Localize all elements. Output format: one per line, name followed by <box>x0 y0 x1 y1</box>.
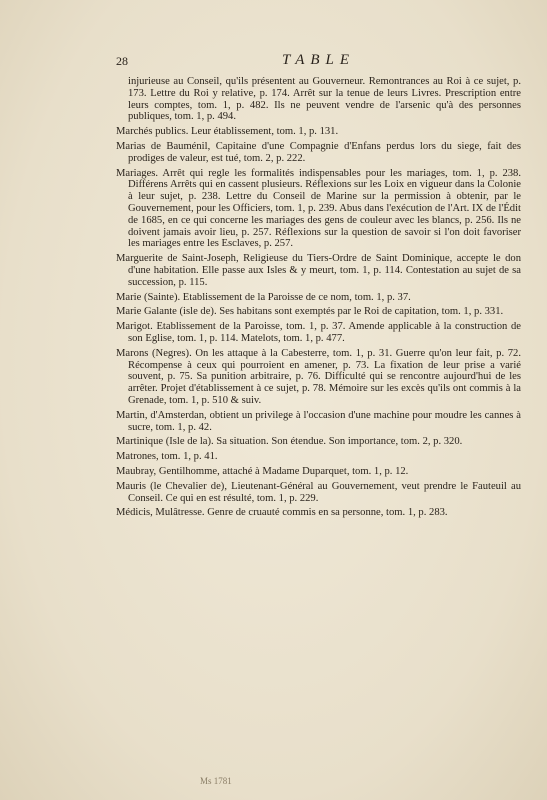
index-entry: Marias de Bauménil, Capitaine d'une Compagnie d'Enfans perdus lors du siege, fait des prodiges de valeur, est tué, tom. 2, p. 222. <box>116 140 521 164</box>
page-number: 28 <box>116 54 128 68</box>
footer-mark: Ms 1781 <box>200 776 232 786</box>
index-entry: Médicis, Mulâtresse. Genre de cruauté commis en sa personne, tom. 1, p. 283. <box>116 507 448 519</box>
index-entry: Matrones, tom. 1, p. 41. <box>116 451 218 463</box>
index-entry: Marie (Sainte). Etablissement de la Paroisse de ce nom, tom. 1, p. 37. <box>116 291 411 303</box>
index-entry: Marie Galante (isle de). Ses habitans sont exemptés par le Roi de capitation, tom. 1, p. 331. <box>116 306 504 318</box>
index-entry: Marigot. Etablissement de la Paroisse, tom. 1, p. 37. Amende applicable à la construction de son Eglise, tom. 1, p. 114. Matelots, tom. 1, p. 477. <box>116 321 521 344</box>
index-body <box>116 76 521 522</box>
index-entry: Martinique (Isle de la). Sa situation. Son étendue. Son importance, tom. 2, p. 320. <box>116 436 463 448</box>
index-entry: Martin, d'Amsterdan, obtient un privilege à l'occasion d'une machine pour moudre les cannes à sucre, tom. 1, p. 42. <box>116 409 521 433</box>
index-entry: Mauris (le Chevalier de), Lieutenant-Général au Gouvernement, veut prendre le Fauteuil au Conseil. Ce qui en est résulté, tom. 1, p. 229. <box>116 480 521 504</box>
index-entry: Maubray, Gentilhomme, attaché à Madame Duparquet, tom. 1, p. 12. <box>116 465 409 477</box>
index-entry: Marchés publics. Leur établissement, tom. 1, p. 131. <box>116 126 339 138</box>
index-entry: Marons (Negres). On les attaque à la Cabesterre, tom. 1, p. 31. Guerre qu'on leur fait, p. 72. Récompense à ceux qui pourroient en amener, p. 73. La fixation de leur prise a varié souvent, p. 75. Sa punition arbitraire, p. 76. Difficulté qui se rencontre aujourd'hui de les arrêter. Projet d'établissement à ce sujet, p. 78. Mémoire sur les excès qu'ils ont commis à la Grenade, tom. 1, p. 510 & suiv. <box>116 347 521 406</box>
running-title: TABLE <box>281 52 356 68</box>
page-header <box>116 54 521 74</box>
index-entry: Marguerite de Saint-Joseph, Religieuse du Tiers-Ordre de Saint Dominique, accepte le don d'une habitation. Elle passe aux Isles & y meurt, tom. 1, p. 114. Contestation au sujet de sa succession, p. 115. <box>116 253 521 288</box>
index-entry: injurieuse au Conseil, qu'ils présentent au Gouverneur. Remontrances au Roi à ce sujet, p. 173. Lettre du Roi y relative, p. 174. Arrêt sur la tenue de leurs Livres. Prescription entre leurs comptes, tom. 1, p. 482. Ils ne peuvent vendre de l'arsenic qu'à des personnes publiques, tom. 1, p. 494. <box>128 76 521 123</box>
index-entry: Mariages. Arrêt qui regle les formalités indispensables pour les mariages, tom. 1, p. 238. Différens Arrêts qui en cassent plusieurs. Réflexions sur les Loix en vigueur dans la Colonie à leur sujet, p. 238. Lettre du Conseil de Marine sur la permission à obtenir, par le Gouvernement, pour les Officiers, tom. 1, p. 239. Abus dans l'exécution de l'Art. IX de l'Édit de 1685, en ce qui concerne les mariages des gens de couleur avec les blancs, p. 256. Ils ne doivent jamais avoir lieu, p. 257. Réflexions sur la question de savoir si l'on doit favoriser les mariages entre les Esclaves, p. 257. <box>116 167 521 250</box>
